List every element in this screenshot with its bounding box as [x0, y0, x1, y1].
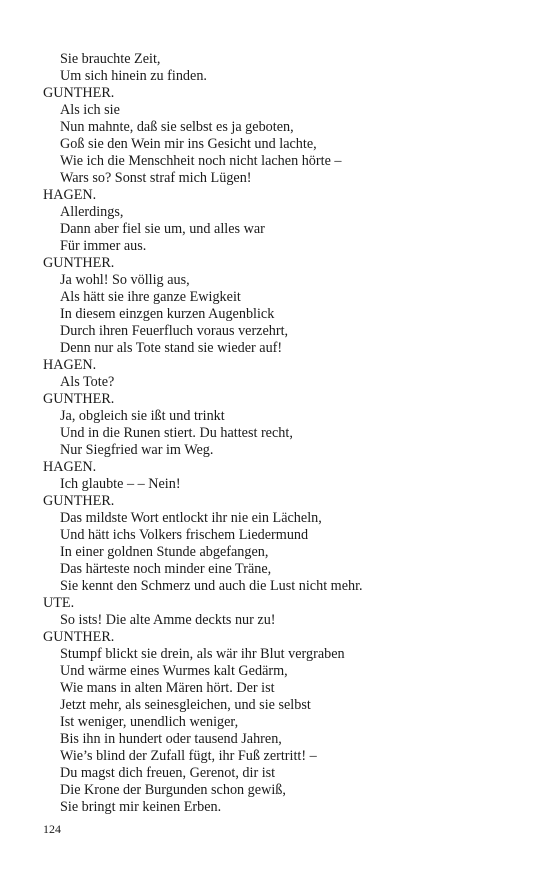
- verse-line: Und wärme eines Wurmes kalt Gedärm,: [60, 663, 288, 679]
- speaker-name: GUNTHER.: [43, 629, 115, 645]
- verse-line: Wars so? Sonst straf mich Lügen!: [60, 170, 252, 186]
- verse-line: Wie’s blind der Zufall fügt, ihr Fuß zertritt! –: [60, 748, 317, 764]
- verse-line: Als Tote?: [60, 374, 115, 390]
- verse-line: Die Krone der Burgunden schon gewiß,: [60, 782, 286, 798]
- verse-line: Allerdings,: [60, 204, 124, 220]
- verse-line: Ja, obgleich sie ißt und trinkt: [60, 408, 225, 424]
- verse-line: In einer goldnen Stunde abgefangen,: [60, 544, 269, 560]
- speaker-name: HAGEN.: [43, 459, 97, 475]
- verse-line: In diesem einzgen kurzen Augenblick: [60, 306, 275, 322]
- verse-line: Als ich sie: [60, 102, 120, 118]
- speaker-name: HAGEN.: [43, 357, 97, 373]
- verse-line: Denn nur als Tote stand sie wieder auf!: [60, 340, 283, 356]
- verse-line: Wie ich die Menschheit noch nicht lachen hörte –: [60, 153, 342, 169]
- dialogue-text: [43, 51, 523, 816]
- speaker-name: UTE.: [43, 595, 75, 611]
- verse-line: Du magst dich freuen, Gerenot, dir ist: [60, 765, 276, 781]
- verse-line: Wie mans in alten Mären hört. Der ist: [60, 680, 275, 696]
- verse-line: Nur Siegfried war im Weg.: [60, 442, 214, 458]
- verse-line: Das härteste noch minder eine Träne,: [60, 561, 272, 577]
- speaker-name: GUNTHER.: [43, 493, 115, 509]
- verse-line: Für immer aus.: [60, 238, 147, 254]
- verse-line: Sie bringt mir keinen Erben.: [60, 799, 222, 815]
- verse-line: Und hätt ichs Volkers frischem Liedermund: [60, 527, 309, 543]
- verse-line: Ja wohl! So völlig aus,: [60, 272, 190, 288]
- verse-line: Bis ihn in hundert oder tausend Jahren,: [60, 731, 282, 747]
- verse-line: Nun mahnte, daß sie selbst es ja geboten,: [60, 119, 294, 135]
- verse-line: Um sich hinein zu finden.: [60, 68, 207, 84]
- verse-line: Ist weniger, unendlich weniger,: [60, 714, 239, 730]
- speaker-name: GUNTHER.: [43, 391, 115, 407]
- verse-line: Das mildste Wort entlockt ihr nie ein Lächeln,: [60, 510, 322, 526]
- verse-line: Sie brauchte Zeit,: [60, 51, 161, 67]
- verse-line: Goß sie den Wein mir ins Gesicht und lachte,: [60, 136, 317, 152]
- verse-line: Durch ihren Feuerfluch voraus verzehrt,: [60, 323, 289, 339]
- verse-line: Stumpf blickt sie drein, als wär ihr Blut vergraben: [60, 646, 345, 662]
- verse-line: Jetzt mehr, als seinesgleichen, und sie selbst: [60, 697, 311, 713]
- verse-line: Dann aber fiel sie um, und alles war: [60, 221, 265, 237]
- speaker-name: HAGEN.: [43, 187, 97, 203]
- speaker-name: GUNTHER.: [43, 255, 115, 271]
- verse-line: Ich glaubte – – Nein!: [60, 476, 181, 492]
- speaker-name: GUNTHER.: [43, 85, 115, 101]
- verse-line: So ists! Die alte Amme deckts nur zu!: [60, 612, 276, 628]
- verse-line: Sie kennt den Schmerz und auch die Lust nicht mehr.: [60, 578, 363, 594]
- page-number: 124: [43, 822, 61, 836]
- verse-line: Und in die Runen stiert. Du hattest recht,: [60, 425, 293, 441]
- verse-line: Als hätt sie ihre ganze Ewigkeit: [60, 289, 241, 305]
